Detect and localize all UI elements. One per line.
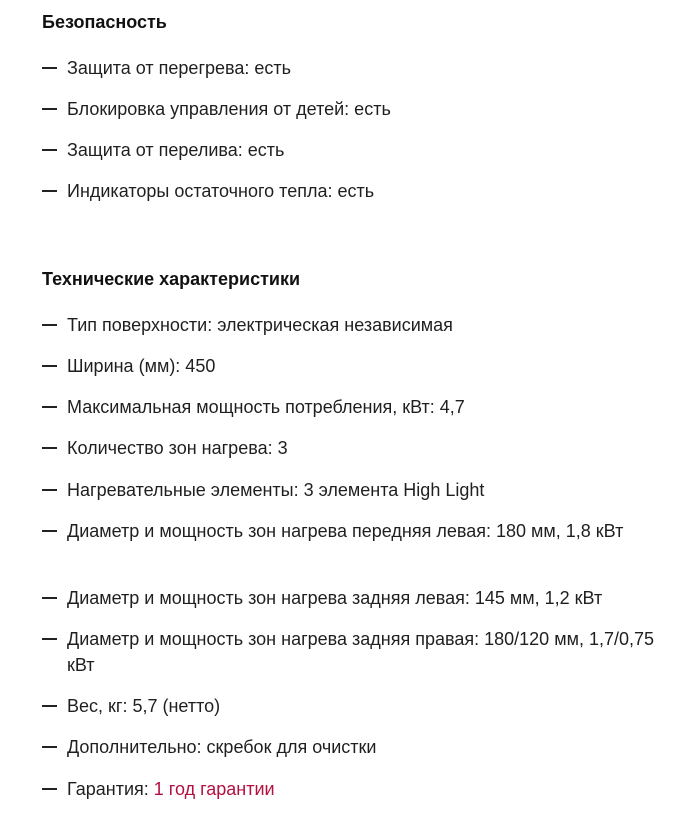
list-item-text: Тип поверхности: электрическая независимая <box>67 315 453 335</box>
dash-bullet <box>42 190 57 192</box>
list-item-text: Защита от перегрева: есть <box>67 58 292 78</box>
spec-item-warranty <box>42 776 687 802</box>
list-item-text: Диаметр и мощность зон нагрева задняя левая: 145 мм, 1,2 кВт <box>67 588 603 608</box>
warranty-label: Гарантия: <box>67 779 154 799</box>
safety-item-child-lock <box>42 96 687 122</box>
list-item-text: Ширина (мм): 450 <box>67 356 216 376</box>
dash-bullet <box>42 788 57 790</box>
list-item-text: Нагревательные элементы: 3 элемента High Light <box>67 480 485 500</box>
spec-item-rear-right-zone <box>42 626 677 678</box>
warranty-link[interactable]: 1 год гарантии <box>153 779 275 799</box>
list-item-text: Вес, кг: 5,7 (нетто) <box>67 696 221 716</box>
spec-item-heating-elements <box>42 477 687 503</box>
dash-bullet <box>42 638 57 640</box>
spec-item-zones-count <box>42 435 687 461</box>
safety-item-overflow <box>42 137 687 163</box>
safety-title: Безопасность <box>42 12 167 32</box>
list-item-text: Диаметр и мощность зон нагрева задняя правая: 180/120 мм, 1,7/0,75 кВт <box>67 629 655 675</box>
dash-bullet <box>42 489 57 491</box>
dash-bullet <box>42 705 57 708</box>
list-item-text: Количество зон нагрева: 3 <box>67 438 288 458</box>
list-item-text: Дополнительно: скребок для очистки <box>67 737 377 757</box>
dash-bullet <box>42 597 57 599</box>
list-item-text: Блокировка управления от детей: есть <box>67 99 391 119</box>
spec-item-surface-type <box>42 312 687 338</box>
safety-item-overheat <box>42 55 687 81</box>
specs-title: Технические характеристики <box>42 269 301 289</box>
list-item-text: Индикаторы остаточного тепла: есть <box>67 181 375 201</box>
dash-bullet <box>42 67 57 69</box>
dash-bullet <box>42 406 57 408</box>
dash-bullet <box>42 365 57 367</box>
dash-bullet <box>42 746 57 748</box>
spec-item-max-power <box>42 394 687 420</box>
safety-item-residual-heat <box>42 178 687 204</box>
dash-bullet <box>42 530 57 532</box>
dash-bullet <box>42 447 57 449</box>
dash-bullet <box>42 324 57 326</box>
dash-bullet <box>42 108 57 110</box>
spec-item-front-left-zone <box>42 518 677 544</box>
spec-item-extras <box>42 734 687 760</box>
spec-item-width <box>42 353 687 379</box>
safety-section <box>42 11 678 33</box>
spec-item-rear-left-zone <box>42 585 688 611</box>
specs-section <box>42 268 678 290</box>
list-item-text: Диаметр и мощность зон нагрева передняя левая: 180 мм, 1,8 кВт <box>67 521 624 541</box>
list-item-text: Максимальная мощность потребления, кВт: 4,7 <box>67 397 465 417</box>
list-item-text: Защита от перелива: есть <box>67 140 285 160</box>
dash-bullet <box>42 149 57 151</box>
spec-item-weight <box>42 693 687 719</box>
